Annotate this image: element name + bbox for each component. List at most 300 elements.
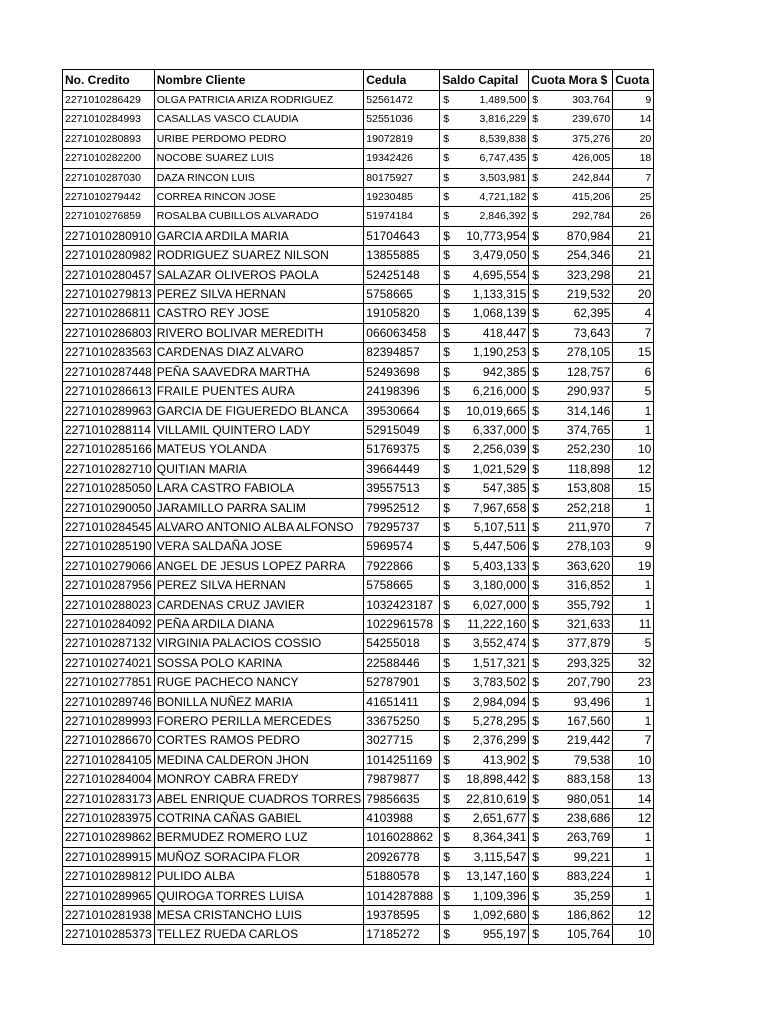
nombre-cell: PULIDO ALBA bbox=[154, 867, 364, 886]
nombre-cell: PEÑA ARDILA DIANA bbox=[154, 614, 364, 633]
credito-cell: 2271010274021 bbox=[63, 653, 155, 672]
saldo-cell-value: 6,216,000 bbox=[472, 384, 527, 399]
cedula-cell: 33675250 bbox=[364, 712, 440, 731]
header-row bbox=[63, 70, 654, 91]
credito-cell: 2271010286670 bbox=[63, 731, 155, 750]
cedula-cell: 51880578 bbox=[364, 867, 440, 886]
cedula-cell: 39664449 bbox=[364, 459, 440, 478]
saldo-cell-value: 5,278,295 bbox=[472, 714, 527, 728]
table-row bbox=[63, 91, 654, 110]
currency-symbol: $ bbox=[443, 248, 450, 263]
nombre-cell: CARDENAS DIAZ ALVARO bbox=[154, 343, 364, 362]
cedula-cell: 52551036 bbox=[364, 110, 440, 129]
table-row bbox=[63, 809, 654, 828]
nombre-cell: PEÑA SAAVEDRA MARTHA bbox=[154, 362, 364, 381]
credito-cell: 2271010280982 bbox=[63, 246, 155, 265]
saldo-cell bbox=[440, 750, 529, 769]
credito-cell: 2271010280457 bbox=[63, 265, 155, 284]
saldo-cell-value: 1,021,529 bbox=[472, 461, 527, 476]
currency-symbol: $ bbox=[443, 228, 450, 243]
cuota-cell: 10 bbox=[613, 750, 654, 769]
cedula-cell: 54255018 bbox=[364, 634, 440, 653]
saldo-cell bbox=[440, 110, 529, 129]
mora-cell bbox=[529, 925, 613, 944]
cuota-cell: 12 bbox=[613, 906, 654, 925]
currency-symbol: $ bbox=[532, 888, 539, 903]
table-row bbox=[63, 129, 654, 148]
mora-cell-value: 254,346 bbox=[566, 248, 611, 263]
cuota-cell: 1 bbox=[613, 847, 654, 866]
cuota-cell: 20 bbox=[613, 129, 654, 148]
table-row bbox=[63, 867, 654, 886]
cedula-cell: 19342426 bbox=[364, 149, 440, 168]
mora-cell-value: 105,764 bbox=[566, 927, 611, 942]
currency-symbol: $ bbox=[532, 422, 539, 437]
mora-cell bbox=[529, 789, 613, 808]
saldo-cell bbox=[440, 634, 529, 653]
mora-cell-value: 415,206 bbox=[572, 191, 611, 204]
saldo-cell bbox=[440, 382, 529, 401]
cedula-cell: 19105820 bbox=[364, 304, 440, 323]
currency-symbol: $ bbox=[443, 539, 450, 554]
table-row bbox=[63, 149, 654, 168]
nombre-cell: URIBE PERDOMO PEDRO bbox=[154, 129, 364, 148]
mora-cell bbox=[529, 188, 613, 207]
cedula-cell: 1016028862 bbox=[364, 828, 440, 847]
currency-symbol: $ bbox=[532, 772, 539, 787]
currency-symbol: $ bbox=[532, 171, 539, 184]
saldo-cell bbox=[440, 576, 529, 595]
mora-cell-value: 239,670 bbox=[572, 113, 611, 126]
currency-symbol: $ bbox=[443, 500, 450, 515]
nombre-cell: BERMUDEZ ROMERO LUZ bbox=[154, 828, 364, 847]
saldo-cell bbox=[440, 440, 529, 459]
mora-cell-value: 35,259 bbox=[573, 888, 611, 903]
mora-cell-value: 355,792 bbox=[566, 597, 611, 612]
currency-symbol: $ bbox=[443, 94, 450, 106]
saldo-cell-value: 3,552,474 bbox=[472, 636, 527, 651]
nombre-cell: JARAMILLO PARRA SALIM bbox=[154, 498, 364, 517]
table-row bbox=[63, 265, 654, 284]
mora-cell bbox=[529, 401, 613, 420]
saldo-cell-value: 6,747,435 bbox=[479, 152, 527, 165]
currency-symbol: $ bbox=[532, 908, 539, 923]
cedula-cell: 51704643 bbox=[364, 226, 440, 245]
currency-symbol: $ bbox=[443, 113, 450, 126]
saldo-cell-value: 3,503,981 bbox=[479, 171, 527, 184]
saldo-cell bbox=[440, 91, 529, 110]
saldo-cell-value: 2,651,677 bbox=[472, 811, 527, 826]
currency-symbol: $ bbox=[443, 908, 450, 923]
saldo-cell bbox=[440, 246, 529, 265]
mora-cell-value: 62,395 bbox=[573, 306, 611, 321]
table-row bbox=[63, 382, 654, 401]
saldo-cell bbox=[440, 168, 529, 187]
cuota-cell: 26 bbox=[613, 207, 654, 226]
mora-cell-value: 374,765 bbox=[566, 422, 611, 437]
saldo-cell bbox=[440, 343, 529, 362]
nombre-cell: CASALLAS VASCO CLAUDIA bbox=[154, 110, 364, 129]
cedula-cell: 19072819 bbox=[364, 129, 440, 148]
table-row bbox=[63, 207, 654, 226]
nombre-cell: LARA CASTRO FABIOLA bbox=[154, 479, 364, 498]
currency-symbol: $ bbox=[532, 287, 539, 302]
saldo-cell-value: 2,256,039 bbox=[472, 442, 527, 457]
currency-symbol: $ bbox=[532, 461, 539, 476]
cedula-cell: 20926778 bbox=[364, 847, 440, 866]
cuota-cell: 7 bbox=[613, 168, 654, 187]
mora-cell-value: 293,325 bbox=[566, 655, 611, 670]
table-body bbox=[63, 91, 654, 945]
currency-symbol: $ bbox=[532, 345, 539, 360]
nombre-cell: DAZA RINCON LUIS bbox=[154, 168, 364, 187]
nombre-cell: GARCIA ARDILA MARIA bbox=[154, 226, 364, 245]
cedula-cell: 1014251169 bbox=[364, 750, 440, 769]
credito-cell: 2271010284004 bbox=[63, 770, 155, 789]
mora-cell-value: 167,560 bbox=[566, 714, 611, 728]
credito-cell: 2271010284092 bbox=[63, 614, 155, 633]
currency-symbol: $ bbox=[443, 849, 450, 864]
cedula-cell: 52425148 bbox=[364, 265, 440, 284]
mora-cell-value: 73,643 bbox=[573, 325, 611, 340]
cedula-cell: 52787901 bbox=[364, 673, 440, 692]
cedula-cell: 5758665 bbox=[364, 576, 440, 595]
table-row bbox=[63, 595, 654, 614]
saldo-cell-value: 6,027,000 bbox=[472, 597, 527, 612]
currency-symbol: $ bbox=[532, 752, 539, 767]
cuota-cell: 19 bbox=[613, 556, 654, 575]
mora-cell bbox=[529, 576, 613, 595]
saldo-cell-value: 547,385 bbox=[482, 481, 527, 496]
currency-symbol: $ bbox=[443, 772, 450, 787]
cuota-cell: 15 bbox=[613, 343, 654, 362]
saldo-cell-value: 1,517,321 bbox=[472, 655, 527, 670]
saldo-cell-value: 4,695,554 bbox=[472, 267, 527, 282]
nombre-cell: CORTES RAMOS PEDRO bbox=[154, 731, 364, 750]
currency-symbol: $ bbox=[532, 306, 539, 321]
saldo-cell bbox=[440, 129, 529, 148]
credito-cell: 2271010282710 bbox=[63, 459, 155, 478]
mora-cell bbox=[529, 304, 613, 323]
cuota-cell: 1 bbox=[613, 420, 654, 439]
credito-cell: 2271010289746 bbox=[63, 692, 155, 711]
credito-cell: 2271010280893 bbox=[63, 129, 155, 148]
cuota-cell: 10 bbox=[613, 440, 654, 459]
cuota-cell: 4 bbox=[613, 304, 654, 323]
saldo-cell-value: 413,902 bbox=[482, 752, 527, 767]
table-row bbox=[63, 110, 654, 129]
saldo-cell-value: 2,984,094 bbox=[472, 694, 527, 709]
currency-symbol: $ bbox=[443, 558, 450, 573]
currency-symbol: $ bbox=[443, 132, 450, 145]
credito-cell: 2271010285373 bbox=[63, 925, 155, 944]
nombre-cell: VERA SALDAÑA JOSE bbox=[154, 537, 364, 556]
saldo-cell-value: 8,364,341 bbox=[472, 830, 527, 845]
table-row bbox=[63, 362, 654, 381]
nombre-cell: CASTRO REY JOSE bbox=[154, 304, 364, 323]
saldo-cell bbox=[440, 401, 529, 420]
cuota-cell: 6 bbox=[613, 362, 654, 381]
cuota-cell: 5 bbox=[613, 634, 654, 653]
table-row bbox=[63, 789, 654, 808]
cedula-cell: 066063458 bbox=[364, 323, 440, 342]
credito-cell: 2271010288023 bbox=[63, 595, 155, 614]
cedula-cell: 19230485 bbox=[364, 188, 440, 207]
mora-cell bbox=[529, 750, 613, 769]
mora-cell-value: 252,218 bbox=[566, 500, 611, 515]
mora-cell bbox=[529, 226, 613, 245]
credito-cell: 2271010283975 bbox=[63, 809, 155, 828]
cuota-cell: 9 bbox=[613, 537, 654, 556]
currency-symbol: $ bbox=[532, 655, 539, 670]
mora-cell bbox=[529, 847, 613, 866]
saldo-cell-value: 3,816,229 bbox=[479, 113, 527, 126]
saldo-cell bbox=[440, 323, 529, 342]
saldo-cell bbox=[440, 809, 529, 828]
mora-cell bbox=[529, 110, 613, 129]
currency-symbol: $ bbox=[443, 655, 450, 670]
currency-symbol: $ bbox=[532, 714, 539, 728]
table-row bbox=[63, 168, 654, 187]
cuota-cell: 21 bbox=[613, 246, 654, 265]
currency-symbol: $ bbox=[443, 306, 450, 321]
currency-symbol: $ bbox=[443, 733, 450, 748]
table-row bbox=[63, 479, 654, 498]
currency-symbol: $ bbox=[532, 519, 539, 534]
nombre-cell: OLGA PATRICIA ARIZA RODRIGUEZ bbox=[154, 91, 364, 110]
currency-symbol: $ bbox=[443, 403, 450, 418]
mora-cell bbox=[529, 537, 613, 556]
table-row bbox=[63, 576, 654, 595]
currency-symbol: $ bbox=[532, 248, 539, 263]
cuota-cell: 13 bbox=[613, 770, 654, 789]
saldo-cell bbox=[440, 265, 529, 284]
currency-symbol: $ bbox=[443, 811, 450, 826]
table-row bbox=[63, 673, 654, 692]
saldo-cell-value: 1,068,139 bbox=[472, 306, 527, 321]
currency-symbol: $ bbox=[443, 616, 450, 631]
saldo-cell-value: 3,115,547 bbox=[473, 849, 527, 864]
credito-cell: 2271010283173 bbox=[63, 789, 155, 808]
cedula-cell: 52493698 bbox=[364, 362, 440, 381]
credito-cell: 2271010283563 bbox=[63, 343, 155, 362]
nombre-cell: ALVARO ANTONIO ALBA ALFONSO bbox=[154, 517, 364, 536]
credito-cell: 2271010287030 bbox=[63, 168, 155, 187]
cedula-cell: 79856635 bbox=[364, 789, 440, 808]
credito-cell: 2271010286613 bbox=[63, 382, 155, 401]
mora-cell-value: 375,276 bbox=[572, 132, 611, 145]
saldo-cell bbox=[440, 285, 529, 304]
cedula-cell: 79952512 bbox=[364, 498, 440, 517]
saldo-cell-value: 5,447,506 bbox=[472, 539, 527, 554]
mora-cell bbox=[529, 362, 613, 381]
currency-symbol: $ bbox=[532, 869, 539, 884]
saldo-cell-value: 3,479,050 bbox=[472, 248, 527, 263]
saldo-cell bbox=[440, 149, 529, 168]
mora-cell-value: 93,496 bbox=[573, 694, 611, 709]
cedula-cell: 39530664 bbox=[364, 401, 440, 420]
saldo-cell bbox=[440, 673, 529, 692]
mora-cell bbox=[529, 440, 613, 459]
currency-symbol: $ bbox=[532, 152, 539, 165]
mora-cell bbox=[529, 265, 613, 284]
currency-symbol: $ bbox=[443, 519, 450, 534]
cedula-cell: 17185272 bbox=[364, 925, 440, 944]
mora-cell-value: 363,620 bbox=[566, 558, 611, 573]
credito-cell: 2271010290050 bbox=[63, 498, 155, 517]
saldo-cell bbox=[440, 925, 529, 944]
saldo-cell-value: 955,197 bbox=[482, 927, 527, 942]
currency-symbol: $ bbox=[443, 171, 450, 184]
table-row bbox=[63, 614, 654, 633]
currency-symbol: $ bbox=[532, 481, 539, 496]
table-row bbox=[63, 925, 654, 944]
credito-cell: 2271010279066 bbox=[63, 556, 155, 575]
mora-cell-value: 314,146 bbox=[566, 403, 611, 418]
mora-cell bbox=[529, 91, 613, 110]
nombre-cell: RIVERO BOLIVAR MEREDITH bbox=[154, 323, 364, 342]
cedula-cell: 41651411 bbox=[364, 692, 440, 711]
credito-cell: 2271010285050 bbox=[63, 479, 155, 498]
cuota-cell: 21 bbox=[613, 265, 654, 284]
currency-symbol: $ bbox=[443, 364, 450, 379]
currency-symbol: $ bbox=[443, 830, 450, 845]
saldo-cell-value: 10,019,665 bbox=[466, 403, 527, 418]
table-row bbox=[63, 459, 654, 478]
mora-cell-value: 278,105 bbox=[566, 345, 611, 360]
header-mora: Cuota Mora $ bbox=[529, 70, 613, 91]
currency-symbol: $ bbox=[532, 597, 539, 612]
mora-cell bbox=[529, 867, 613, 886]
cuota-cell: 1 bbox=[613, 867, 654, 886]
saldo-cell-value: 1,489,500 bbox=[479, 94, 527, 106]
credito-cell: 2271010287132 bbox=[63, 634, 155, 653]
currency-symbol: $ bbox=[532, 811, 539, 826]
mora-cell-value: 426,005 bbox=[572, 152, 611, 165]
mora-cell-value: 316,852 bbox=[566, 578, 611, 593]
currency-symbol: $ bbox=[443, 888, 450, 903]
mora-cell-value: 219,532 bbox=[566, 287, 611, 302]
nombre-cell: ABEL ENRIQUE CUADROS TORRES bbox=[154, 789, 364, 808]
credito-cell: 2271010284545 bbox=[63, 517, 155, 536]
currency-symbol: $ bbox=[443, 191, 450, 204]
cuota-cell: 1 bbox=[613, 595, 654, 614]
currency-symbol: $ bbox=[532, 539, 539, 554]
cuota-cell: 1 bbox=[613, 576, 654, 595]
saldo-cell bbox=[440, 226, 529, 245]
cuota-cell: 11 bbox=[613, 614, 654, 633]
currency-symbol: $ bbox=[443, 461, 450, 476]
mora-cell-value: 99,221 bbox=[573, 849, 611, 864]
saldo-cell-value: 2,846,392 bbox=[479, 210, 527, 223]
mora-cell bbox=[529, 731, 613, 750]
cuota-cell: 15 bbox=[613, 479, 654, 498]
cedula-cell: 52561472 bbox=[364, 91, 440, 110]
mora-cell bbox=[529, 459, 613, 478]
header-credito: No. Credito bbox=[63, 70, 155, 91]
table-row bbox=[63, 188, 654, 207]
saldo-cell-value: 18,898,442 bbox=[466, 772, 527, 787]
mora-cell-value: 153,808 bbox=[566, 481, 611, 496]
cuota-cell: 25 bbox=[613, 188, 654, 207]
currency-symbol: $ bbox=[532, 325, 539, 340]
mora-cell-value: 238,686 bbox=[566, 811, 611, 826]
currency-symbol: $ bbox=[443, 325, 450, 340]
cuota-cell: 1 bbox=[613, 828, 654, 847]
table-row bbox=[63, 906, 654, 925]
currency-symbol: $ bbox=[532, 849, 539, 864]
saldo-cell-value: 6,337,000 bbox=[472, 422, 527, 437]
currency-symbol: $ bbox=[532, 830, 539, 845]
table-row bbox=[63, 731, 654, 750]
saldo-cell bbox=[440, 207, 529, 226]
currency-symbol: $ bbox=[443, 791, 450, 806]
currency-symbol: $ bbox=[532, 616, 539, 631]
currency-symbol: $ bbox=[532, 210, 539, 223]
credito-cell: 2271010289965 bbox=[63, 886, 155, 905]
currency-symbol: $ bbox=[443, 752, 450, 767]
credito-cell: 2271010285166 bbox=[63, 440, 155, 459]
table-row bbox=[63, 886, 654, 905]
nombre-cell: MUÑOZ SORACIPA FLOR bbox=[154, 847, 364, 866]
cuota-cell: 32 bbox=[613, 653, 654, 672]
currency-symbol: $ bbox=[532, 927, 539, 942]
currency-symbol: $ bbox=[443, 694, 450, 709]
table-row bbox=[63, 343, 654, 362]
nombre-cell: ROSALBA CUBILLOS ALVARADO bbox=[154, 207, 364, 226]
mora-cell bbox=[529, 129, 613, 148]
saldo-cell bbox=[440, 653, 529, 672]
table-row bbox=[63, 401, 654, 420]
nombre-cell: SOSSA POLO KARINA bbox=[154, 653, 364, 672]
mora-cell-value: 292,784 bbox=[572, 210, 611, 223]
cuota-cell: 20 bbox=[613, 285, 654, 304]
currency-symbol: $ bbox=[443, 675, 450, 690]
currency-symbol: $ bbox=[443, 267, 450, 282]
nombre-cell: GARCIA DE FIGUEREDO BLANCA bbox=[154, 401, 364, 420]
cedula-cell: 1014287888 bbox=[364, 886, 440, 905]
saldo-cell-value: 11,222,160 bbox=[467, 616, 527, 631]
table-row bbox=[63, 517, 654, 536]
header-nombre: Nombre Cliente bbox=[154, 70, 364, 91]
nombre-cell: SALAZAR OLIVEROS PAOLA bbox=[154, 265, 364, 284]
saldo-cell bbox=[440, 362, 529, 381]
mora-cell bbox=[529, 517, 613, 536]
cuota-cell: 23 bbox=[613, 673, 654, 692]
header-cuota: Cuota bbox=[613, 70, 654, 91]
cedula-cell: 22588446 bbox=[364, 653, 440, 672]
table-row bbox=[63, 828, 654, 847]
currency-symbol: $ bbox=[532, 733, 539, 748]
table-row bbox=[63, 226, 654, 245]
mora-cell bbox=[529, 207, 613, 226]
mora-cell bbox=[529, 246, 613, 265]
nombre-cell: RODRIGUEZ SUAREZ NILSON bbox=[154, 246, 364, 265]
credito-cell: 2271010284993 bbox=[63, 110, 155, 129]
credito-cell: 2271010288114 bbox=[63, 420, 155, 439]
cuota-cell: 14 bbox=[613, 110, 654, 129]
currency-symbol: $ bbox=[443, 927, 450, 942]
mora-cell-value: 207,790 bbox=[566, 675, 611, 690]
cuota-cell: 10 bbox=[613, 925, 654, 944]
nombre-cell: MONROY CABRA FREDY bbox=[154, 770, 364, 789]
saldo-cell-value: 1,092,680 bbox=[472, 908, 527, 923]
table-row bbox=[63, 634, 654, 653]
table-row bbox=[63, 692, 654, 711]
credito-cell: 2271010286803 bbox=[63, 323, 155, 342]
nombre-cell: CARDENAS CRUZ JAVIER bbox=[154, 595, 364, 614]
saldo-cell bbox=[440, 420, 529, 439]
